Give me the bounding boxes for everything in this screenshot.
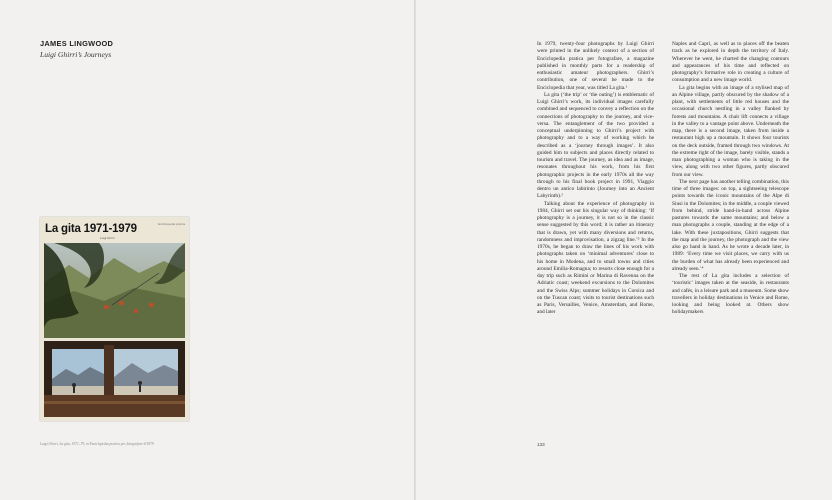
- page-number: 133: [537, 442, 545, 447]
- alpine-map-photo: [44, 243, 185, 338]
- paragraph: The next page has another telling combination, this time of three images: on top, a sightseeing telescope points towards the iconic mountains of the Alpe di Siusi in the Dolomites; in the middle, a couple viewed from behind, stride hand-in-hand across Alpine pastures towards the same mountains; and below a man photographs a couple, standing at the edge of a lake. With these juxtapositions, Ghirri suggests that the map and the journey, the photograph and the view also go hand in hand. As he wrote a decade later, in 1989: ‘Every time we visit places, we carry with us the burden of what has already been experienced and already seen.’⁴: [672, 178, 789, 272]
- text-column-2: [672, 41, 789, 317]
- paragraph: Naples and Capri, as well as to places off the beaten track as he explored in depth the territory of Italy. Wherever he went, he charted the changing contours and appearances of his time and reflected on photography’s formative role in creating a culture of consumption and a new image world.: [672, 41, 789, 84]
- cover-subtitle: Luigi Ghirri: [100, 236, 115, 240]
- paragraph: In 1979, twenty-four photographs by Luigi Ghirri were printed in the unlikely context of a section of Enciclopedia pratica per fotografare, a magazine published in monthly parts for a readership of enthusiastic amateur photographers. Ghirri’s contribution, one of several he made to the Enciclopedia that year, was titled La gita.¹: [537, 41, 654, 91]
- text-column-1: [537, 41, 654, 317]
- cover-title: La gita 1971-1979: [45, 223, 137, 235]
- restaurant-window-photo: [44, 341, 185, 417]
- paragraph: La gita (‘the trip’ or ‘the outing’) is emblematic of Luigi Ghirri’s work, its individual images carefully combined and sequenced to convey a reflection on the connections of photography to the journey, and vice-versa. The entanglement of the two provided a conceptual underpinning to Ghirri’s project with photography and to a way of working which he described as a ‘journey through images’. It also guided him to subjects and places directly related to tourism and travel. The journey, as idea and as image, resonates throughout his work, from his first photographic projects in the early 1970s all the way through to his final book project in 1991, Viaggio dentro un antico labirinto (Journey into an Ancient Labyrinth).²: [537, 91, 654, 200]
- paragraph: La gita begins with an image of a stylised map of an Alpine village, partly obscured by the shadow of a plant, with settlements of little red houses and the occasional church nestling in a valley flanked by forests and mountains. A chair lift connects a village in the valley to a vantage point above. Underneath the map, there is a second image, taken from inside a restaurant high up a mountain. It shows four tourists on the deck outside, framed through two windows. At the extreme right of the image, barely visible, stands a man photographing a woman who is taking in the view, along with two other figures, partly obscured from our view.: [672, 84, 789, 178]
- essay-subtitle: Luigi Ghirri’s Journeys: [40, 50, 112, 59]
- paragraph: Talking about the experience of photography in 1984, Ghirri set out his singular way of thinking: ‘If photography is a journey, it is not so in the classic sense suggested by this word; it is rather an itinerary that is drawn, yet with many diversions and returns, randomness and improvisation, a zigzag line.’³ In the 1970s, he began to draw the lines of his work with photographs taken on ‘minimal adventures’ close to his home in Modena, and to small towns and cities around Emilia-Romagna; to resorts close enough for a day trip such as Rimini or Marina di Ravenna on the Adriatic coast; weekend excursions to the Dolomites and the Swiss Alps; summer holidays in Corsica and on the Tuscan coast; visits to tourist destinations such as Paris, Versailles, Venice, Amsterdam, and Rome, and later: [537, 200, 654, 316]
- magazine-cover-image: [40, 217, 189, 421]
- cover-tag: Enciclopedia pratica: [158, 222, 185, 226]
- image-caption: Luigi Ghirri, La gita, 1971–79, in Enciclopedia pratica per fotografare 6/1979: [40, 442, 154, 446]
- paragraph: The rest of La gita includes a selection of ‘touristic’ images taken at the seaside, in restaurants and cafés, in a leisure park and a museum. Some show travellers in holiday destinations in Venice and Rome, looking and being looked at. Others show holidaymakers: [672, 273, 789, 316]
- author-name: JAMES LINGWOOD: [40, 39, 114, 48]
- left-page: [0, 0, 415, 500]
